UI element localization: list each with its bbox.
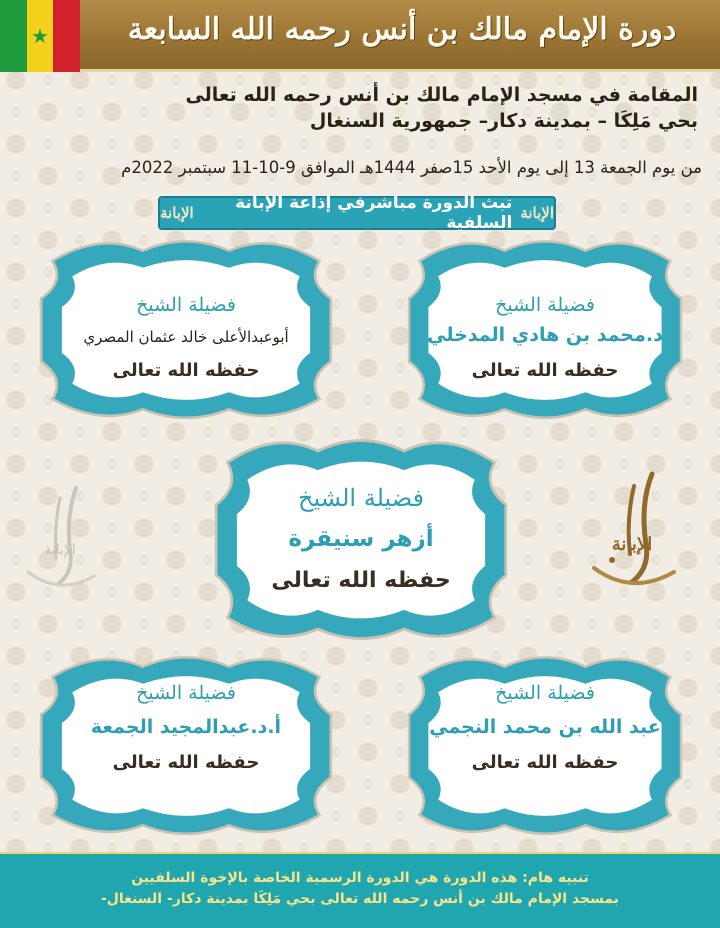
broadcast-text: تبث الدورة مباشرفي إذاعة الإبانة السلفية	[235, 193, 513, 233]
speaker-prayer: حفظه الله تعالى	[112, 752, 260, 773]
venue-info	[98, 82, 698, 134]
flag-star-icon: ★	[31, 24, 49, 48]
speaker-label: فضيلة الشيخ	[495, 294, 595, 316]
speaker-name: عبد الله بن محمد النجمي	[429, 716, 661, 738]
logo-text: الإبانة	[44, 542, 76, 558]
speaker-card-3	[180, 430, 542, 650]
speaker-name: أبوعبدالأعلى خالد عثمان المصري	[83, 328, 289, 346]
speaker-name: أزهر سنيقرة	[288, 526, 434, 552]
card-frame	[375, 648, 715, 844]
speaker-name: د.محمد بن هادي المدخلي	[427, 324, 663, 346]
speaker-label: فضيلة الشيخ	[297, 484, 425, 512]
date-range: من يوم الجمعة 13 إلى يوم الأحد 15صفر 1444هـ الموافق 9-10-11 سبتمبر 2022م	[121, 158, 702, 177]
card-frame	[5, 648, 367, 844]
speaker-card-4	[375, 648, 715, 844]
title-banner	[0, 0, 720, 72]
speaker-prayer: حفظه الله تعالى	[271, 568, 451, 593]
speaker-card-5	[5, 648, 367, 844]
logo-text: الإبانة	[611, 534, 653, 555]
venue-line-1: المقامة في مسجد الإمام مالك بن أنس رحمه الله تعالى	[185, 84, 698, 106]
ibana-logo-icon: الإبانة	[160, 204, 194, 222]
speaker-label: فضيلة الشيخ	[136, 682, 236, 704]
speaker-name: أ.د.عبدالمجيد الجمعة	[90, 716, 282, 738]
notice-banner	[0, 852, 720, 928]
speaker-prayer: حفظه الله تعالى	[471, 360, 619, 381]
broadcast-banner	[158, 193, 556, 233]
speaker-prayer: حفظه الله تعالى	[471, 752, 619, 773]
speaker-prayer: حفظه الله تعالى	[112, 360, 260, 381]
venue-line-2: بحي مَلِكَا – بمدينة دكار– جمهورية السنغال	[309, 110, 698, 132]
speaker-card-1	[375, 232, 715, 428]
ibana-logo-icon: الإبانة	[520, 204, 554, 222]
ibana-watermark-logo-icon	[20, 480, 100, 600]
speaker-label: فضيلة الشيخ	[136, 294, 236, 316]
senegal-flag-icon	[0, 0, 80, 72]
notice-line-2: بمسجد الإمام مالك بن أنس رحمه الله تعالى بحي مَلِكَا بمدينة دكار- السنغال-	[100, 891, 620, 907]
notice-line-1: تنبيه هام: هذه الدورة هي الدورة الرسمية الخاصة بالإخوة السلفيين	[131, 870, 589, 886]
page-title: دورة الإمام مالك بن أنس رحمه الله السابعة	[127, 12, 677, 47]
ibana-calligraphy-logo-icon	[582, 464, 682, 604]
speaker-card-2	[5, 232, 367, 428]
speaker-label: فضيلة الشيخ	[495, 682, 595, 704]
